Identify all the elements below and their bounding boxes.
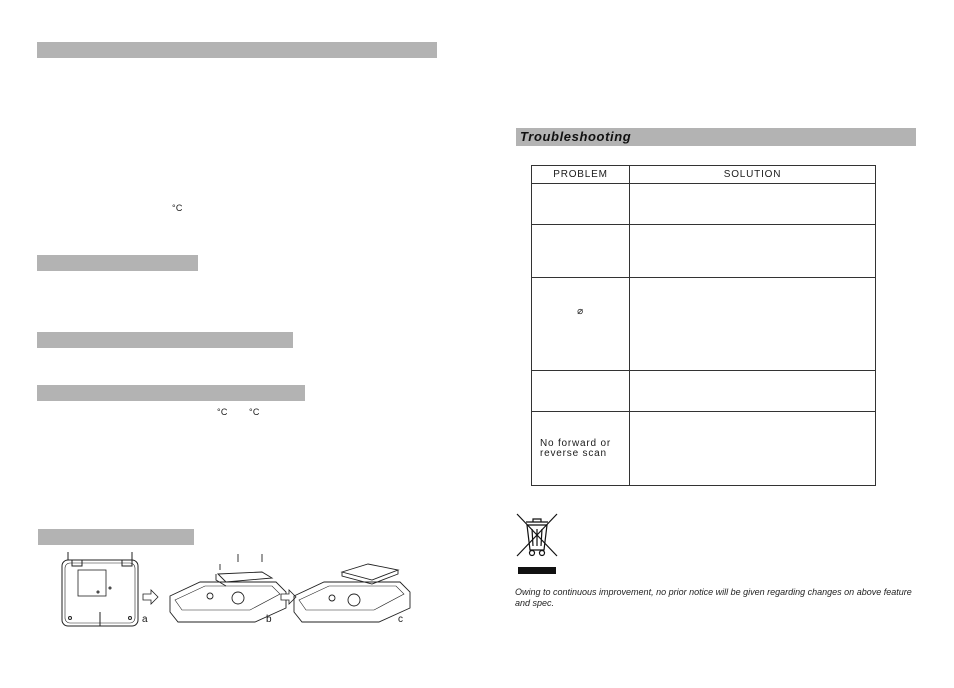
table-header-row: [532, 166, 876, 184]
prohibited-symbol-icon: ⌀: [532, 278, 630, 371]
battery-installation-figure: [50, 552, 430, 632]
troubleshooting-title: Troubleshooting: [520, 129, 632, 144]
unit-open-view: [170, 554, 286, 622]
solution-cell: [630, 278, 876, 371]
crossed-out-wheelie-bin-icon: [515, 512, 560, 576]
table-row: [532, 225, 876, 278]
section-header-bar-2: [37, 255, 198, 271]
solution-cell: [630, 371, 876, 412]
section-header-bar-3: [37, 332, 293, 348]
table-row: [532, 371, 876, 412]
solution-cell: [630, 412, 876, 486]
section-header-bar-4: [37, 385, 305, 401]
degree-label: °C: [172, 203, 183, 213]
table-row: [532, 412, 876, 486]
table-row: [532, 278, 876, 371]
problem-cell: [532, 371, 630, 412]
problem-cell: [532, 225, 630, 278]
figure-label-b: b: [266, 614, 272, 625]
figure-label-c: c: [398, 614, 403, 625]
degree-label: °C: [217, 407, 228, 417]
table-row: [532, 184, 876, 225]
solution-cell: [630, 225, 876, 278]
solution-cell: [630, 184, 876, 225]
section-header-bar-5: [38, 529, 194, 545]
player-back-view: [62, 552, 138, 626]
problem-cell: [532, 184, 630, 225]
disposal-notice: Owing to continuous improvement, no prior notice will be given regarding changes on above feature and spec.: [515, 587, 912, 608]
solution-header: SOLUTION: [630, 166, 876, 184]
unit-battery-removed-view: [294, 564, 410, 622]
arrow-icon: [143, 590, 158, 604]
problem-header: PROBLEM: [532, 166, 630, 184]
troubleshooting-table: [531, 165, 876, 486]
problem-cell: No forward or reverse scan: [532, 412, 630, 486]
figure-label-a: a: [142, 614, 148, 625]
section-header-bar-1: [37, 42, 437, 58]
degree-label: °C: [249, 407, 260, 417]
